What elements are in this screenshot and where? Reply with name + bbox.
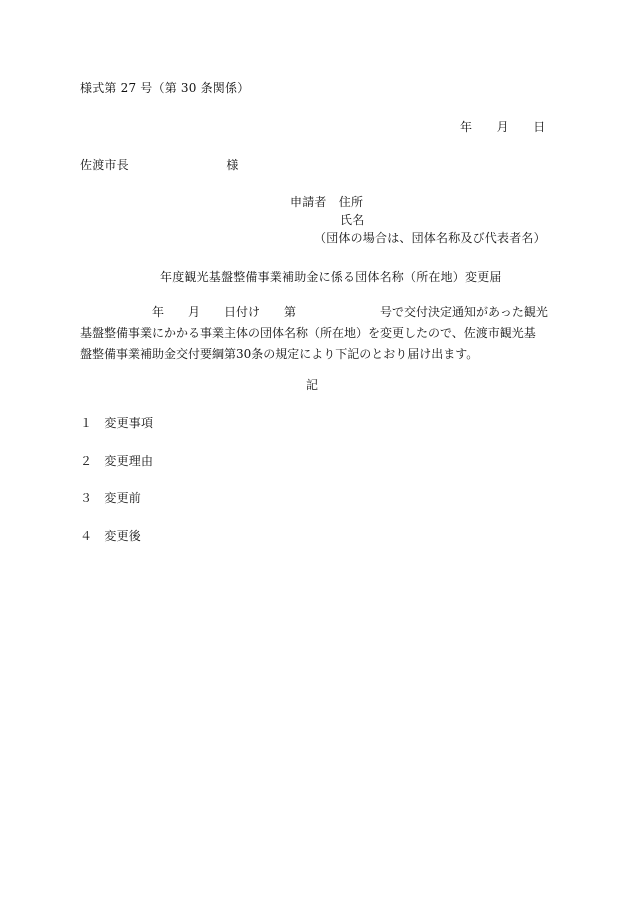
body-line-1: 年 月 日付け 第 号で交付決定通知があった観光 — [80, 305, 548, 319]
item-change-reason: ２ 変更理由 — [80, 454, 154, 468]
document-title: 年度観光基盤整備事業補助金に係る団体名称（所在地）変更届 — [160, 270, 502, 284]
body-line-2: 基盤整備事業にかかる事業主体の団体名称（所在地）を変更したので、佐渡市観光基 — [80, 326, 536, 340]
body-paragraph — [80, 302, 552, 365]
form-number: 様式第 27 号（第 30 条関係） — [80, 81, 250, 95]
applicant-address-label: 申請者 住所 — [290, 195, 364, 209]
applicant-note: （団体の場合は、団体名称及び代表者名） — [314, 231, 546, 245]
ki-heading: 記 — [306, 378, 319, 392]
item-after-change: ４ 変更後 — [80, 529, 142, 543]
addressee: 佐渡市長 様 — [80, 158, 239, 172]
date-line: 年 月 日 — [460, 120, 546, 134]
item-change-matters: １ 変更事項 — [80, 416, 154, 430]
body-line-3: 盤整備事業補助金交付要綱第30条の規定により下記のとおり届け出ます。 — [80, 347, 479, 361]
item-before-change: ３ 変更前 — [80, 491, 142, 505]
applicant-name-label: 氏名 — [340, 213, 365, 227]
